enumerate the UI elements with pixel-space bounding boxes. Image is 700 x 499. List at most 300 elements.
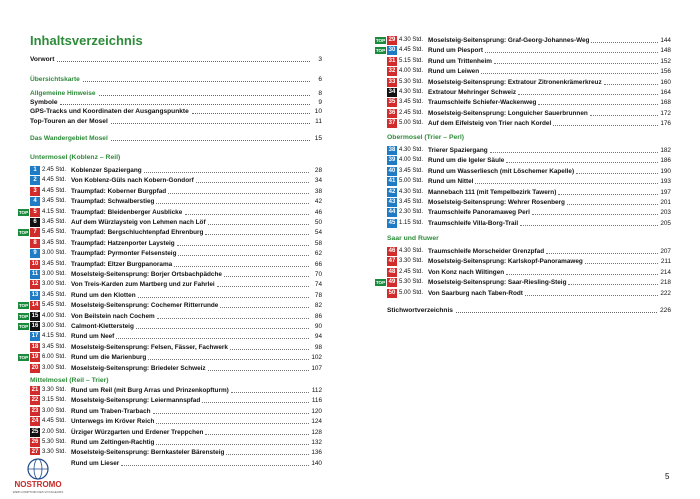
tour-entry[interactable] (375, 88, 671, 97)
leader-dots (116, 338, 309, 339)
tour-entry[interactable] (18, 239, 322, 248)
tour-duration: 5.00 Std. (399, 178, 424, 185)
tour-page: 38 (314, 187, 322, 195)
tour-number-badge: 40 (388, 167, 396, 174)
tour-name: Von Konz nach Wiltingen (428, 268, 505, 276)
tour-number-badge: 14 (31, 302, 39, 309)
tour-number-badge: 48 (388, 268, 396, 275)
tour-name: Rund um Reil (mit Burg Arras und Prinzenkopfturm) (71, 387, 229, 394)
top-tour-badge: TOP (18, 209, 29, 215)
tour-name: Auf dem Eifelsteig von Trier nach Kordel (428, 120, 552, 128)
tour-number-badge: 29 (388, 37, 396, 43)
tour-page: 102 (311, 354, 322, 362)
tour-page: 144 (660, 37, 671, 44)
tour-entry[interactable] (18, 322, 322, 331)
tour-name: Rund um den Klotten (71, 291, 136, 299)
tour-duration: 4.30 Std. (399, 147, 424, 153)
tour-name: Auf dem Würzlaysteig von Lehmen nach Löf (71, 219, 206, 226)
leader-dots (226, 454, 309, 455)
tour-name: Rund um Traben-Trarbach (71, 407, 151, 415)
leader-dots (481, 73, 658, 74)
toc-entry[interactable] (18, 55, 322, 64)
tour-page: 66 (314, 260, 322, 268)
tour-number-badge: 20 (31, 364, 39, 371)
tour-number-badge: 19 (31, 354, 39, 361)
tour-duration: 5.30 Std. (399, 78, 424, 85)
tour-page: 86 (314, 312, 322, 320)
tour-page: 168 (660, 99, 671, 107)
tour-page: 197 (660, 188, 671, 196)
tour-duration: 3.15 Std. (42, 397, 67, 404)
tour-number-badge: 32 (388, 68, 396, 75)
tour-entry[interactable] (18, 312, 322, 321)
tour-name: Rund um Nittel (428, 178, 474, 186)
tour-number-badge: 41 (388, 178, 396, 185)
tour-entry[interactable] (18, 417, 322, 426)
section-heading: Saar und Ruwer (387, 235, 439, 242)
toc-entry-label: Übersichtskarte (30, 76, 80, 83)
tour-entry[interactable] (375, 278, 671, 287)
tour-number-badge: 16 (31, 323, 39, 329)
tour-number-badge: 2 (30, 176, 40, 185)
tour-name: Traumpfad: Koberner Burgpfad (71, 187, 167, 195)
tour-name: Traumschleife Villa-Borg-Trail (428, 219, 519, 227)
tour-entry[interactable] (18, 280, 322, 289)
tour-entry[interactable] (375, 219, 671, 228)
leader-dots (192, 113, 310, 114)
top-tour-badge: TOP (18, 324, 29, 329)
tour-page: 201 (660, 199, 671, 206)
tour-page: 90 (314, 323, 322, 330)
logo-tagline: WEB COMPTOIR DES VOYAGEURS (12, 490, 64, 494)
tour-number-badge: 35 (388, 99, 396, 106)
tour-entry[interactable] (375, 208, 671, 217)
toc-entry-label: Top-Touren an der Mosel (30, 118, 108, 125)
tour-entry[interactable] (18, 187, 322, 196)
leader-dots (568, 284, 658, 285)
tour-entry[interactable] (18, 438, 322, 447)
tour-number-badge: 1 (30, 166, 40, 175)
tour-number-badge: 6 (30, 218, 40, 227)
leader-dots (60, 104, 310, 105)
tour-page: 156 (660, 68, 671, 76)
tour-entry[interactable] (18, 343, 322, 352)
toc-entry-label: Vorwort (30, 56, 55, 63)
tour-number-badge: 8 (30, 239, 40, 248)
tour-number-badge: 4 (30, 197, 40, 206)
toc-entry-label: GPS-Tracks und Koordinaten der Ausgangspunkte (30, 108, 189, 115)
leader-dots (208, 224, 309, 225)
section-heading: Untermosel (Koblenz – Reil) (30, 154, 121, 161)
tour-duration: 3.30 Std. (399, 258, 424, 265)
tour-page: 203 (660, 209, 671, 217)
tour-entry[interactable] (375, 177, 671, 186)
tour-page: 74 (314, 281, 322, 289)
tour-entry[interactable] (18, 218, 322, 227)
toc-entry[interactable] (18, 89, 322, 98)
tour-name: Rund um Piesport (428, 47, 484, 55)
leader-dots (83, 81, 310, 82)
leader-dots (604, 84, 658, 85)
tour-page: 164 (660, 89, 671, 96)
tour-page: 116 (311, 397, 322, 405)
tour-name: Moselsteig-Seitensprung: Felsen, Fässer, Fachwerk (71, 343, 228, 351)
leader-dots (576, 173, 658, 174)
tour-page: 94 (314, 333, 322, 341)
tour-page: 136 (311, 449, 322, 457)
tour-duration: 2.45 Std. (42, 167, 67, 173)
tour-entry[interactable] (375, 289, 671, 298)
tour-number-badge: 11 (31, 271, 39, 277)
tour-entry[interactable] (375, 167, 671, 176)
tour-duration: 3.00 Std. (42, 250, 67, 257)
leader-dots (485, 52, 658, 53)
tour-duration: 4.45 Std. (42, 187, 67, 194)
tour-number-badge: 50 (388, 289, 396, 296)
leader-dots (475, 183, 658, 184)
toc-entry-label: Symbole (30, 99, 58, 106)
tour-number-badge: 10 (31, 260, 39, 267)
leader-dots (205, 234, 309, 235)
leader-dots (136, 328, 309, 329)
tour-entry[interactable] (375, 247, 671, 256)
tour-number-badge: 7 (30, 228, 40, 237)
leader-dots (553, 125, 658, 126)
tour-number-badge: 46 (388, 248, 396, 254)
tour-name: Traumpfad: Hatzenporter Laysteig (71, 239, 175, 247)
tour-page: 50 (314, 219, 322, 226)
tour-page: 58 (314, 239, 322, 247)
tour-name: Rund um Zeltingen-Rachtig (71, 439, 155, 446)
tour-number-badge: 26 (31, 439, 39, 445)
tour-name: Mannebach 111 (mit Tempelbezirk Tawern) (428, 188, 557, 196)
nostromo-logo (6, 455, 70, 495)
tour-duration: 3.45 Std. (42, 260, 67, 267)
tour-name: Traumpfad: Bleidenberger Ausblicke (71, 208, 183, 216)
tour-entry[interactable] (375, 36, 671, 45)
tour-duration: 4.30 Std. (399, 248, 424, 254)
leader-dots (590, 115, 658, 116)
tour-number-badge: 43 (388, 199, 396, 205)
tour-duration: 3.45 Std. (42, 291, 67, 298)
leader-dots (156, 423, 309, 424)
section-heading: Mittelmosel (Reil – Trier) (30, 377, 109, 384)
tour-duration: 4.30 Std. (399, 188, 424, 195)
tour-name: Unterwegs im Kröver Reich (71, 418, 155, 426)
tour-duration: 1.15 Std. (399, 219, 424, 226)
toc-entry[interactable] (18, 75, 322, 84)
tour-entry[interactable] (18, 249, 322, 258)
top-tour-badge: TOP (375, 38, 386, 43)
tour-duration: 6.00 Std. (42, 354, 67, 361)
index-entry[interactable] (375, 306, 671, 315)
tour-duration: 3.00 Std. (42, 323, 67, 329)
tour-page: 160 (660, 78, 671, 86)
tour-entry[interactable] (18, 301, 322, 310)
tour-entry[interactable] (18, 260, 322, 269)
tour-number-badge: 47 (388, 258, 396, 265)
tour-duration: 4.00 Std. (399, 157, 424, 164)
leader-dots (217, 286, 309, 287)
leader-dots (591, 42, 658, 43)
leader-dots (490, 152, 658, 153)
tour-name: Extratour Mehringer Schweiz (428, 89, 517, 96)
tour-entry[interactable] (18, 228, 322, 237)
tour-duration: 3.30 Std. (42, 449, 67, 456)
tour-duration: 4.45 Std. (42, 418, 67, 425)
tour-name: Moselsteig-Seitensprung: Graf-Georg-Johannes-Weg (428, 37, 590, 44)
tour-duration: 5.00 Std. (399, 289, 424, 296)
leader-dots (99, 95, 310, 96)
toc-entry-page: 9 (318, 99, 322, 106)
tour-name: Moselsteig-Seitensprung: Karlskopf-Panoramaweg (428, 258, 583, 266)
tour-page: 124 (311, 418, 322, 426)
tour-number-badge: 45 (388, 219, 396, 226)
tour-number-badge: 21 (31, 387, 39, 393)
tour-duration: 4.15 Std. (42, 208, 67, 215)
tour-entry[interactable] (375, 57, 671, 66)
leader-dots (230, 349, 309, 350)
tour-name: Moselsteig-Seitensprung: Leiermannspfad (71, 397, 201, 405)
tour-number-badge: 36 (388, 109, 396, 116)
tour-number-badge: 9 (30, 249, 40, 258)
tour-duration: 3.30 Std. (42, 387, 67, 393)
tour-page: 132 (311, 439, 322, 446)
tour-entry[interactable] (375, 78, 671, 87)
tour-entry[interactable] (18, 270, 322, 279)
tour-duration: 4.45 Std. (42, 177, 67, 184)
tour-page: 205 (660, 219, 671, 227)
tour-number-badge: 27 (31, 449, 39, 456)
leader-dots (177, 245, 309, 246)
tour-entry[interactable] (18, 386, 322, 395)
tour-name: Moselsteig-Seitensprung: Briedeler Schweiz (71, 364, 206, 372)
tour-page: 98 (314, 343, 322, 351)
tour-number-badge: 12 (31, 281, 39, 288)
tour-number-badge: 17 (31, 333, 39, 340)
tour-duration: 4.30 Std. (399, 89, 424, 95)
leader-dots (196, 182, 309, 183)
tour-entry[interactable] (18, 396, 322, 405)
leader-dots (506, 274, 658, 275)
tour-entry[interactable] (18, 364, 322, 373)
tour-number-badge: 13 (31, 291, 39, 298)
tour-duration: 4.30 Std. (399, 37, 424, 43)
tour-duration: 3.00 Std. (42, 271, 67, 277)
tour-name: Rund um Lieser (71, 459, 120, 467)
leader-dots (231, 392, 309, 393)
tour-page: 140 (311, 459, 322, 467)
tour-entry[interactable] (375, 188, 671, 197)
tour-entry[interactable] (18, 332, 322, 341)
tour-name: Rund um die Marienburg (71, 354, 147, 362)
tour-page: 186 (660, 157, 671, 165)
tour-page: 34 (314, 177, 322, 185)
tour-page: 148 (660, 47, 671, 55)
tour-entry[interactable] (375, 98, 671, 107)
tour-duration: 4.15 Std. (42, 333, 67, 340)
tour-name: Traumpfad: Schwalberstieg (71, 198, 155, 206)
tour-entry[interactable] (18, 208, 322, 217)
toc-entry[interactable] (18, 134, 322, 143)
leader-dots (111, 140, 310, 141)
top-tour-badge: TOP (18, 303, 29, 309)
tour-name: Moselsteig-Seitensprung: Borjer Ortsbachpädche (71, 271, 222, 278)
tour-name: Traumpfad: Bergschluchtenpfad Ehrenburg (71, 229, 204, 237)
tour-duration: 3.45 Std. (42, 343, 67, 350)
tour-entry[interactable] (375, 257, 671, 266)
tour-entry[interactable] (18, 197, 322, 206)
leader-dots (157, 318, 309, 319)
tour-name: Rund um Neef (71, 333, 115, 341)
tour-name: Rund um Trittenheim (428, 57, 492, 65)
tour-duration: 3.00 Std. (42, 364, 67, 371)
tour-name: Traumschleife Schiefer-Wackenweg (428, 99, 537, 107)
toc-entry[interactable] (18, 98, 322, 107)
tour-number-badge: 25 (31, 428, 39, 435)
tour-entry[interactable] (375, 268, 671, 277)
tour-page: 172 (660, 109, 671, 117)
tour-page: 62 (314, 250, 322, 258)
leader-dots (156, 444, 309, 445)
tour-entry[interactable] (375, 156, 671, 165)
leader-dots (111, 123, 310, 124)
leader-dots (208, 370, 309, 371)
tour-entry[interactable] (18, 291, 322, 300)
tour-page: 120 (311, 407, 322, 415)
tour-duration: 3.45 Std. (42, 198, 67, 205)
leader-dots (202, 402, 309, 403)
toc-entry-page: 6 (318, 76, 322, 83)
tour-number-badge: 23 (31, 407, 39, 414)
leader-dots (168, 193, 309, 194)
tour-duration: 5.00 Std. (399, 120, 424, 127)
tour-entry[interactable] (18, 407, 322, 416)
tour-duration: 3.45 Std. (42, 219, 67, 225)
toc-entry[interactable] (18, 107, 322, 116)
tour-name: Moselsteig-Seitensprung: Longuicher Sauerbrunnen (428, 109, 588, 117)
page-number: 5 (665, 472, 670, 481)
tour-entry[interactable] (375, 67, 671, 76)
top-tour-badge: TOP (18, 313, 29, 319)
tour-duration: 2.30 Std. (399, 209, 424, 216)
leader-dots (520, 225, 658, 226)
tour-page: 70 (314, 271, 322, 278)
tour-page: 78 (314, 291, 322, 299)
tour-entry[interactable] (375, 119, 671, 128)
tour-number-badge: 5 (30, 208, 40, 217)
leader-dots (506, 162, 658, 163)
tour-number-badge: 44 (388, 209, 396, 216)
tour-duration: 3.00 Std. (42, 281, 67, 288)
tour-entry[interactable] (375, 109, 671, 118)
tour-page: 128 (311, 428, 322, 436)
tour-duration: 2.00 Std. (42, 428, 67, 435)
tour-duration: 3.45 Std. (399, 199, 424, 205)
tour-page: 176 (660, 120, 671, 128)
toc-entry-page: 11 (315, 118, 322, 125)
leader-dots (494, 63, 658, 64)
tour-duration: 3.45 Std. (399, 167, 424, 174)
tour-page: 46 (314, 208, 322, 216)
tour-page: 211 (660, 258, 671, 266)
leader-dots (525, 295, 658, 296)
tour-name: Ürziger Würzgarten und Erdener Treppchen (71, 428, 204, 436)
tour-entry[interactable] (18, 353, 322, 362)
top-tour-badge: TOP (375, 280, 386, 286)
tour-page: 218 (660, 279, 671, 287)
tour-page: 190 (660, 167, 671, 175)
tour-number-badge: 42 (388, 188, 396, 195)
tour-entry[interactable] (18, 166, 322, 175)
tour-entry[interactable] (18, 428, 322, 437)
leader-dots (153, 413, 309, 414)
leader-dots (532, 214, 658, 215)
tour-page: 112 (311, 387, 322, 394)
tour-duration: 5.30 Std. (399, 279, 424, 286)
tour-name: Moselsteig-Seitensprung: Saar-Riesling-Steig (428, 279, 567, 287)
tour-page: 222 (660, 289, 671, 297)
tour-name: Koblenzer Spaziergang (71, 167, 142, 174)
tour-page: 42 (314, 198, 322, 206)
tour-page: 182 (660, 147, 671, 154)
leader-dots (538, 104, 658, 105)
tour-duration: 5.30 Std. (42, 439, 67, 445)
tour-page: 82 (314, 302, 322, 310)
leader-dots (121, 465, 309, 466)
tour-duration: 3.45 Std. (399, 99, 424, 106)
tour-name: Trierer Spaziergang (428, 147, 488, 154)
page-title: Inhaltsverzeichnis (30, 33, 143, 48)
tour-entry[interactable] (375, 198, 671, 207)
tour-entry[interactable] (18, 176, 322, 185)
leader-dots (220, 307, 309, 308)
leader-dots (224, 276, 309, 277)
index-page: 226 (659, 307, 671, 314)
tour-entry[interactable] (375, 146, 671, 155)
toc-entry-label: Das Wandergebiet Mosel (30, 135, 108, 142)
toc-entry-page: 8 (318, 90, 322, 97)
tour-duration: 3.45 Std. (42, 239, 67, 246)
tour-name: Von Koblenz-Güls nach Kobern-Gondorf (71, 177, 194, 185)
toc-entry[interactable] (18, 117, 322, 126)
section-heading: Obermosel (Trier – Perl) (387, 134, 465, 141)
tour-page: 152 (660, 57, 671, 65)
tour-duration: 5.45 Std. (42, 229, 67, 236)
tour-name: Rund um Wasserliesch (mit Löschemer Kapelle) (428, 167, 575, 175)
leader-dots (518, 94, 658, 95)
tour-name: Moselsteig-Seitensprung: Extratour Zitronenkrämerkreuz (428, 78, 602, 86)
tour-name: Calmont-Klettersteig (71, 323, 134, 330)
tour-name: Traumpfad: Eltzer Burgpanorama (71, 260, 173, 268)
toc-entry-page: 3 (318, 56, 322, 63)
tour-duration: 4.45 Std. (399, 47, 424, 54)
tour-name: Von Saarburg nach Taben-Rodt (428, 289, 523, 297)
leader-dots (185, 214, 310, 215)
tour-duration: 4.00 Std. (399, 68, 424, 75)
tour-name: Rund um die Igeler Säule (428, 157, 505, 165)
tour-page: 193 (660, 178, 671, 186)
tour-number-badge: 3 (30, 187, 40, 196)
tour-name: Moselsteig-Seitensprung: Cochemer Ritterrunde (71, 302, 219, 310)
leader-dots (567, 204, 658, 205)
tour-number-badge: 18 (31, 343, 39, 350)
toc-entry-label: Allgemeine Hinweise (30, 90, 96, 97)
tour-entry[interactable] (375, 46, 671, 55)
tour-duration: 3.00 Std. (42, 407, 67, 414)
tour-page: 28 (314, 167, 322, 174)
tour-duration: 2.45 Std. (399, 268, 424, 275)
